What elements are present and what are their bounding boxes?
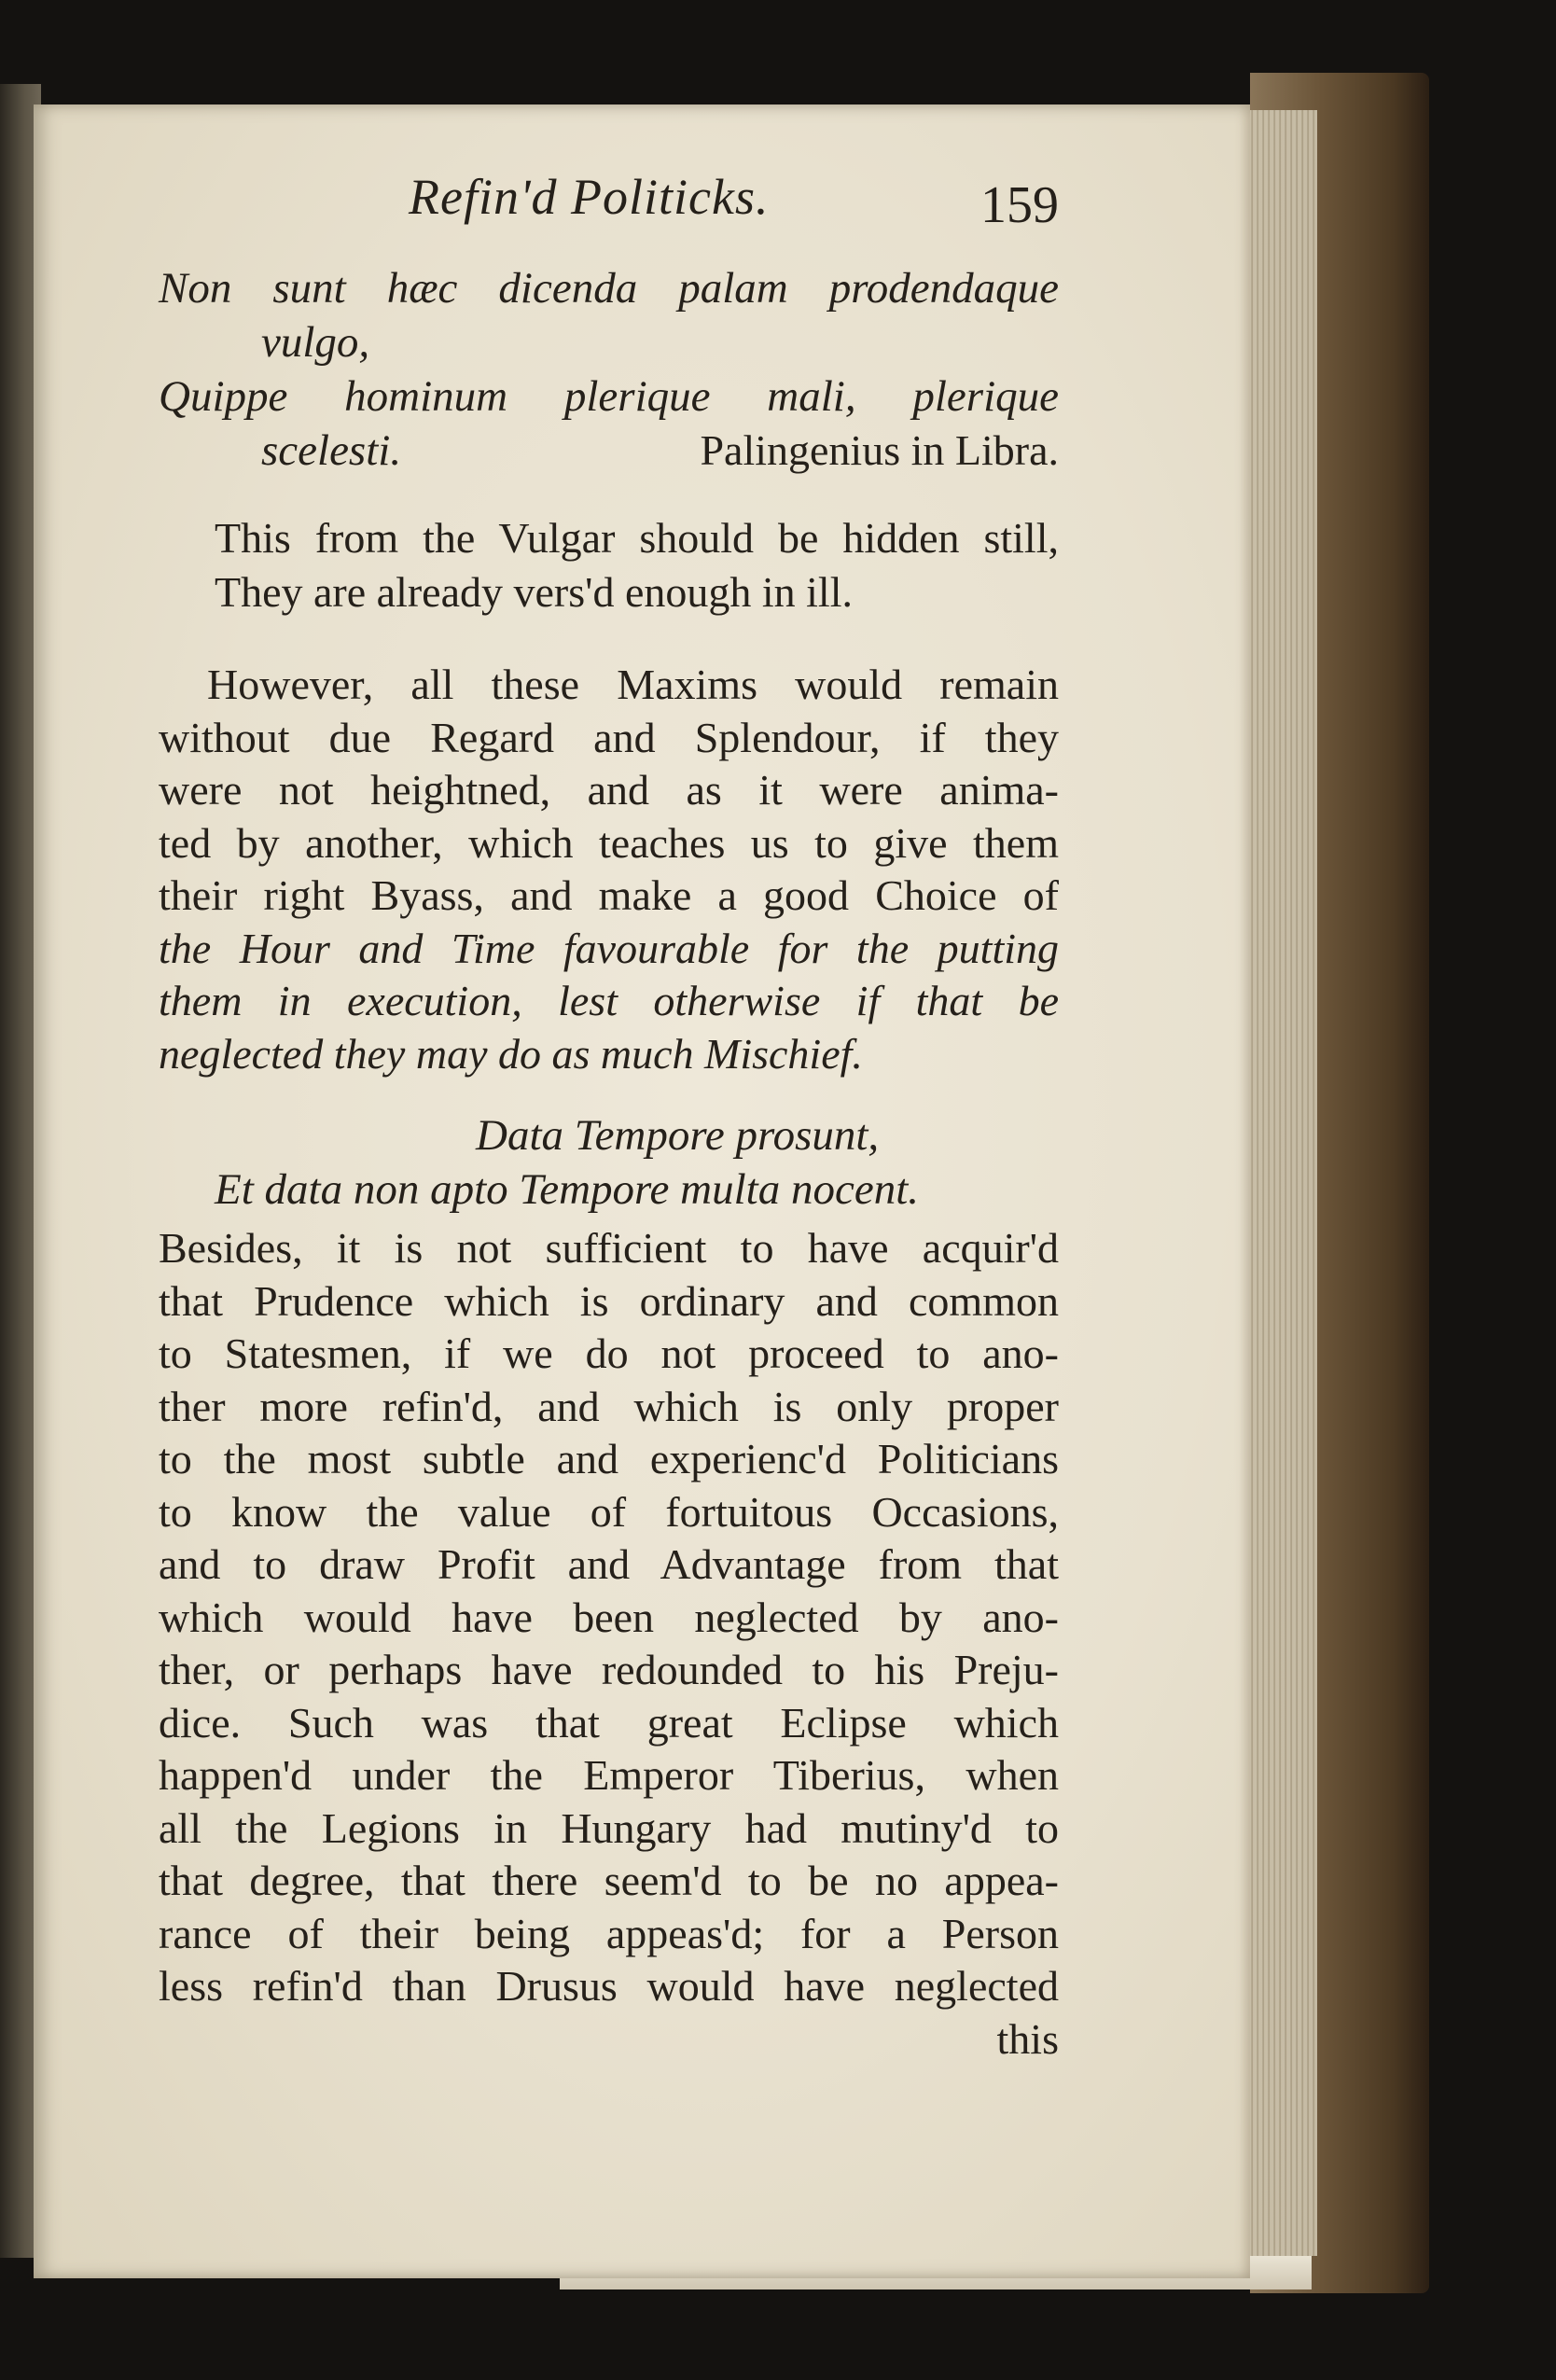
- latin-verse-tempore: [159, 1108, 1059, 1217]
- prose-line: rance of their being appeas'd; for a Person: [159, 1909, 1059, 1957]
- prose-line: the Hour and Time favourable for the putting: [159, 924, 1059, 972]
- paragraph-maxims: [159, 659, 1059, 1080]
- prose-line: to Statesmen, if we do not proceed to ano-: [159, 1329, 1059, 1377]
- english-verse: [159, 511, 1059, 619]
- prose-line: happen'd under the Emperor Tiberius, when: [159, 1751, 1059, 1799]
- verse-attribution: Palingenius in Libra.: [700, 426, 1059, 474]
- page-number: 159: [980, 176, 1059, 234]
- prose-line: without due Regard and Splendour, if they: [159, 713, 1059, 761]
- prose-line: all the Legions in Hungary had mutiny'd to: [159, 1803, 1059, 1852]
- prose-line: ther, or perhaps have redounded to his Preju-: [159, 1646, 1059, 1693]
- prose-line: their right Byass, and make a good Choice of: [159, 871, 1059, 919]
- prose-line: that degree, that there seem'd to be no appea-: [159, 1857, 1059, 1904]
- prose-line: them in execution, lest otherwise if that be: [159, 977, 1059, 1024]
- page-block-edges: [1243, 110, 1317, 2256]
- prose-line: to know the value of fortuitous Occasions,: [159, 1487, 1059, 1536]
- page-text: [159, 168, 1059, 2066]
- catchword: this: [996, 2014, 1059, 2063]
- prose-line: to the most subtle and experienc'd Politicians: [159, 1435, 1059, 1482]
- verse-line: Quippe hominum plerique mali, plerique: [159, 372, 1059, 421]
- prose-line: were not heightned, and as it were anima-: [159, 766, 1059, 814]
- running-title: Refin'd Politicks.: [409, 169, 770, 225]
- prose-line: Besides, it is not sufficient to have acquir'd: [159, 1224, 1059, 1272]
- verse-line: Et data non apto Tempore multa nocent.: [215, 1165, 920, 1214]
- page-header: [159, 168, 1059, 261]
- prose-line: ted by another, which teaches us to give them: [159, 818, 1059, 867]
- prose-line: ther more refin'd, and which is only proper: [159, 1382, 1059, 1430]
- verse-line-continuation: scelesti.: [261, 426, 402, 475]
- latin-verse-palingenius: [159, 261, 1059, 478]
- prose-line: and to draw Profit and Advantage from that: [159, 1540, 1059, 1588]
- verse-line-continuation: vulgo,: [261, 318, 370, 367]
- prose-line: less refin'd than Drusus would have neglected: [159, 1962, 1059, 2010]
- verse-line: Non sunt hæc dicenda palam prodendaque: [159, 264, 1059, 313]
- prose-line: neglected they may do as much Mischief.: [159, 1029, 863, 1078]
- verse-line-with-attribution: [159, 424, 1059, 478]
- prose-line: which would have been neglected by ano-: [159, 1593, 1059, 1641]
- verse-line: They are already vers'd enough in ill.: [215, 568, 853, 616]
- verse-line: Data Tempore prosunt,: [476, 1111, 880, 1160]
- prose-line: that Prudence which is ordinary and common: [159, 1276, 1059, 1325]
- paragraph-prudence: [159, 1222, 1059, 2066]
- prose-line: However, all these Maxims would remain: [207, 661, 1059, 708]
- prose-line: dice. Such was that great Eclipse which: [159, 1698, 1059, 1747]
- verse-line: This from the Vulgar should be hidden still,: [215, 514, 1059, 562]
